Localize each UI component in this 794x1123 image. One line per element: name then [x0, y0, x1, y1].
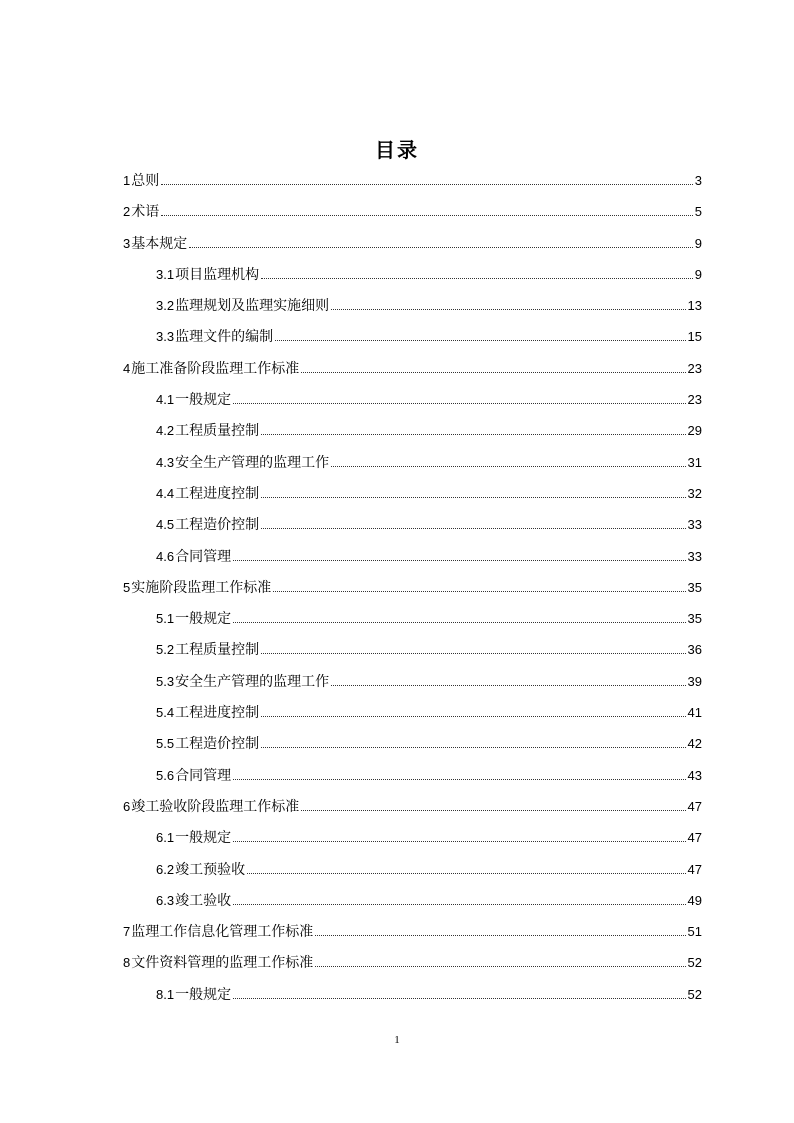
toc-entry-label: [156, 389, 231, 409]
toc-dot-leader: [261, 497, 685, 498]
toc-entry-text: 监理工作信息化管理工作标准: [131, 924, 314, 941]
toc-entry-page: 9: [694, 266, 702, 282]
toc-entry-number: 4.2: [156, 423, 175, 439]
toc-entry-text: 文件资料管理的监理工作标准: [131, 955, 314, 972]
toc-entry-label: [156, 326, 273, 346]
toc-entry-label: [156, 859, 245, 879]
toc-entry[interactable]: [123, 608, 702, 639]
toc-entry-number: 4.5: [156, 517, 175, 533]
toc-entry[interactable]: [123, 420, 702, 451]
toc-entry[interactable]: [123, 890, 702, 921]
toc-entry-page: 52: [687, 955, 702, 971]
toc-dot-leader: [301, 372, 685, 373]
toc-entry-number: 6: [123, 798, 131, 814]
toc-entry-page: 31: [687, 454, 702, 470]
toc-entry-page: 29: [687, 423, 702, 439]
toc-entry-number: 2: [123, 204, 131, 220]
toc-entry-label: [156, 608, 231, 628]
toc-entry[interactable]: [123, 827, 702, 858]
toc-entry-label: [156, 702, 259, 722]
toc-entry-text: 工程质量控制: [175, 423, 260, 440]
toc-entry-label: [156, 733, 259, 753]
toc-entry-number: 3.2: [156, 298, 175, 314]
toc-dot-leader: [233, 779, 685, 780]
toc-entry-number: 4.6: [156, 548, 175, 564]
toc-entry[interactable]: [123, 671, 702, 702]
toc-entry-number: 6.1: [156, 830, 175, 846]
toc-entry[interactable]: [123, 984, 702, 1015]
toc-entry-number: 7: [123, 924, 131, 940]
toc-dot-leader: [275, 340, 685, 341]
toc-entry-page: 47: [687, 798, 702, 814]
toc-dot-leader: [233, 403, 685, 404]
toc-dot-leader: [233, 560, 685, 561]
toc-entry-page: 41: [687, 705, 702, 721]
toc-entry[interactable]: [123, 483, 702, 514]
toc-dot-leader: [233, 904, 685, 905]
toc-entry[interactable]: [123, 233, 702, 264]
toc-entry-text: 安全生产管理的监理工作: [175, 673, 330, 690]
toc-entry-page: 33: [687, 517, 702, 533]
toc-entry[interactable]: [123, 264, 702, 295]
toc-entry-label: [156, 639, 259, 659]
toc-dot-leader: [273, 591, 685, 592]
toc-dot-leader: [261, 278, 693, 279]
toc-entry-number: 8: [123, 955, 131, 971]
toc-entry-text: 安全生产管理的监理工作: [175, 454, 330, 471]
toc-entry[interactable]: [123, 514, 702, 545]
toc-entry[interactable]: [123, 859, 702, 890]
toc-entry[interactable]: [123, 295, 702, 326]
toc-entry-number: 5: [123, 579, 131, 595]
toc-entry-text: 工程进度控制: [175, 485, 260, 502]
toc-dot-leader: [261, 528, 685, 529]
toc-dot-leader: [261, 434, 685, 435]
toc-entry-number: 5.2: [156, 642, 175, 658]
toc-entry-number: 5.5: [156, 736, 175, 752]
toc-entry-page: 35: [687, 611, 702, 627]
toc-entry-page: 9: [694, 235, 702, 251]
toc-dot-leader: [161, 215, 693, 216]
toc-entry-text: 术语: [131, 204, 160, 221]
toc-dot-leader: [233, 841, 685, 842]
toc-entry-text: 工程质量控制: [175, 642, 260, 659]
toc-entry-number: 8.1: [156, 986, 175, 1002]
toc-entry-text: 项目监理机构: [175, 266, 260, 283]
toc-entry-label: [156, 984, 231, 1004]
toc-entry-number: 5.6: [156, 767, 175, 783]
toc-entry[interactable]: [123, 358, 702, 389]
toc-entry-text: 监理文件的编制: [175, 329, 274, 346]
toc-entry-page: 36: [687, 642, 702, 658]
toc-entry-page: 42: [687, 736, 702, 752]
toc-entry-page: 23: [687, 360, 702, 376]
toc-entry-label: [156, 452, 329, 472]
toc-entry[interactable]: [123, 170, 702, 201]
toc-entry-text: 一般规定: [175, 392, 232, 409]
toc-entry-label: [156, 765, 231, 785]
toc-dot-leader: [331, 466, 685, 467]
toc-entry-text: 合同管理: [175, 548, 232, 565]
toc-entry-page: 47: [687, 861, 702, 877]
toc-entry-page: 43: [687, 767, 702, 783]
toc-entry-text: 工程造价控制: [175, 517, 260, 534]
toc-entry[interactable]: [123, 389, 702, 420]
toc-dot-leader: [315, 966, 685, 967]
toc-entry-label: [156, 295, 329, 315]
toc-entry-number: 3: [123, 235, 131, 251]
toc-dot-leader: [161, 184, 693, 185]
toc-dot-leader: [301, 810, 685, 811]
toc-entry-label: [123, 233, 187, 253]
toc-entry[interactable]: [123, 796, 702, 827]
toc-entry-number: 4: [123, 360, 131, 376]
toc-entry-page: 15: [687, 329, 702, 345]
toc-dot-leader: [315, 935, 685, 936]
toc-entry-page: 39: [687, 673, 702, 689]
toc-dot-leader: [261, 716, 685, 717]
toc-entry[interactable]: [123, 952, 702, 983]
toc-entry-number: 5.3: [156, 673, 175, 689]
toc-entry-label: [156, 827, 231, 847]
toc-entry-text: 工程进度控制: [175, 705, 260, 722]
toc-entry-number: 5.4: [156, 705, 175, 721]
toc-entry-label: [123, 170, 159, 190]
toc-entry[interactable]: [123, 201, 702, 232]
toc-entry-page: 35: [687, 579, 702, 595]
toc-entry[interactable]: [123, 921, 702, 952]
toc-entry-label: [156, 546, 231, 566]
toc-title: 目录: [375, 138, 419, 162]
toc-entry-page: 3: [694, 173, 702, 188]
toc-entry-text: 施工准备阶段监理工作标准: [131, 360, 300, 377]
toc-entry-page: 52: [687, 986, 702, 1002]
toc-entry-text: 实施阶段监理工作标准: [131, 579, 272, 596]
table-of-contents: [123, 170, 702, 1015]
toc-entry-number: 4.1: [156, 392, 175, 408]
toc-dot-leader: [331, 685, 685, 686]
toc-entry-page: 32: [687, 485, 702, 501]
toc-dot-leader: [189, 247, 693, 248]
toc-entry-text: 监理规划及监理实施细则: [175, 298, 330, 315]
toc-entry-text: 一般规定: [175, 830, 232, 847]
toc-entry-number: 1: [123, 173, 131, 188]
toc-dot-leader: [247, 873, 685, 874]
toc-entry-label: [156, 671, 329, 691]
toc-entry-label: [156, 514, 259, 534]
toc-entry[interactable]: [123, 546, 702, 577]
toc-entry-page: 47: [687, 830, 702, 846]
toc-entry-label: [156, 264, 259, 284]
toc-entry-label: [123, 796, 299, 816]
toc-entry-text: 竣工验收: [175, 892, 232, 909]
toc-entry[interactable]: [123, 577, 702, 608]
toc-entry-text: 基本规定: [131, 235, 188, 252]
toc-entry-label: [156, 890, 231, 910]
toc-entry[interactable]: [123, 639, 702, 670]
toc-entry-page: 23: [687, 392, 702, 408]
toc-entry-page: 33: [687, 548, 702, 564]
toc-dot-leader: [261, 653, 685, 654]
toc-entry-text: 一般规定: [175, 611, 232, 628]
toc-entry-number: 6.3: [156, 892, 175, 908]
toc-dot-leader: [331, 309, 685, 310]
toc-entry[interactable]: [123, 702, 702, 733]
toc-entry-number: 3.3: [156, 329, 175, 345]
toc-entry-text: 合同管理: [175, 767, 232, 784]
toc-entry-page: 51: [687, 924, 702, 940]
toc-entry-label: [123, 577, 271, 597]
toc-entry-label: [123, 952, 313, 972]
toc-entry-text: 竣工预验收: [175, 861, 246, 878]
toc-dot-leader: [261, 747, 685, 748]
toc-entry[interactable]: [123, 765, 702, 796]
toc-entry-text: 工程造价控制: [175, 736, 260, 753]
toc-entry-number: 6.2: [156, 861, 175, 877]
toc-entry-text: 总则: [131, 173, 160, 189]
toc-entry-page: 13: [687, 298, 702, 314]
toc-entry-number: 4.3: [156, 454, 175, 470]
toc-dot-leader: [233, 998, 685, 999]
toc-entry[interactable]: [123, 452, 702, 483]
page-number: 1: [394, 1034, 400, 1046]
toc-entry-label: [156, 420, 259, 440]
toc-entry[interactable]: [123, 326, 702, 357]
toc-dot-leader: [233, 622, 685, 623]
toc-entry-text: 竣工验收阶段监理工作标准: [131, 798, 300, 815]
toc-entry-label: [123, 921, 313, 941]
toc-entry-label: [156, 483, 259, 503]
toc-entry-number: 5.1: [156, 611, 175, 627]
toc-entry-label: [123, 358, 299, 378]
toc-entry-number: 3.1: [156, 266, 175, 282]
toc-entry-label: [123, 201, 159, 221]
toc-entry-page: 5: [694, 204, 702, 220]
toc-entry-number: 4.4: [156, 485, 175, 501]
toc-entry-page: 49: [687, 892, 702, 908]
toc-entry[interactable]: [123, 733, 702, 764]
toc-entry-text: 一般规定: [175, 986, 232, 1003]
